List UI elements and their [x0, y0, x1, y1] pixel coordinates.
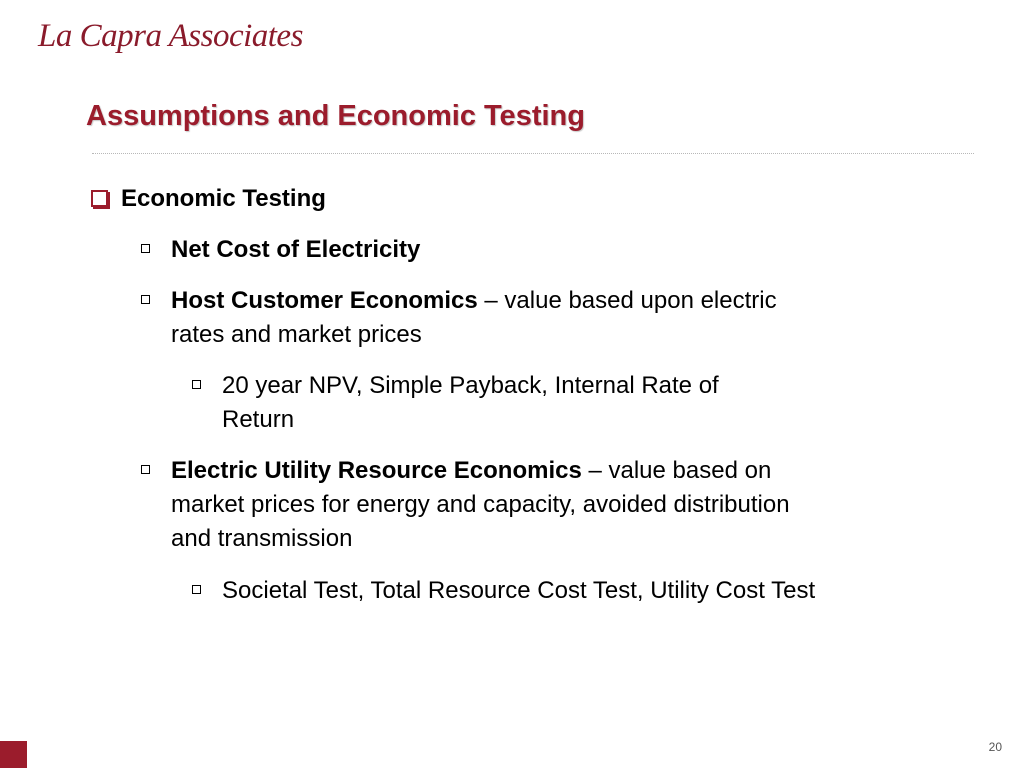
small-square-bullet-icon [141, 465, 150, 474]
item-bold-label: Electric Utility Resource Economics [171, 457, 582, 484]
list-item [171, 233, 811, 267]
item-detail: – value based upon electric rates and market prices [171, 287, 777, 348]
small-square-bullet-icon [192, 585, 201, 594]
title-divider [92, 153, 974, 154]
footer-accent-square [0, 741, 27, 768]
page-number: 20 [988, 740, 1002, 754]
small-square-bullet-icon [141, 244, 150, 253]
item-bold-label: Net Cost of Electricity [171, 236, 421, 263]
slide-title: Assumptions and Economic Testing [86, 100, 585, 132]
small-square-bullet-icon [192, 380, 201, 389]
list-subitem: 20 year NPV, Simple Payback, Internal Rate of Return [222, 372, 719, 433]
small-square-bullet-icon [141, 295, 150, 304]
list-item [171, 284, 811, 352]
company-logo: La Capra Associates [38, 18, 303, 54]
item-bold-label: Host Customer Economics [171, 287, 478, 314]
list-item [171, 454, 801, 556]
hollow-square-bullet-icon [91, 190, 108, 207]
list-subitem: Societal Test, Total Resource Cost Test, Utility Cost Test [222, 577, 816, 604]
heading-label: Economic Testing [121, 185, 326, 212]
item-detail: – value based on market prices for energy and capacity, avoided distribution and transmission [171, 457, 790, 552]
